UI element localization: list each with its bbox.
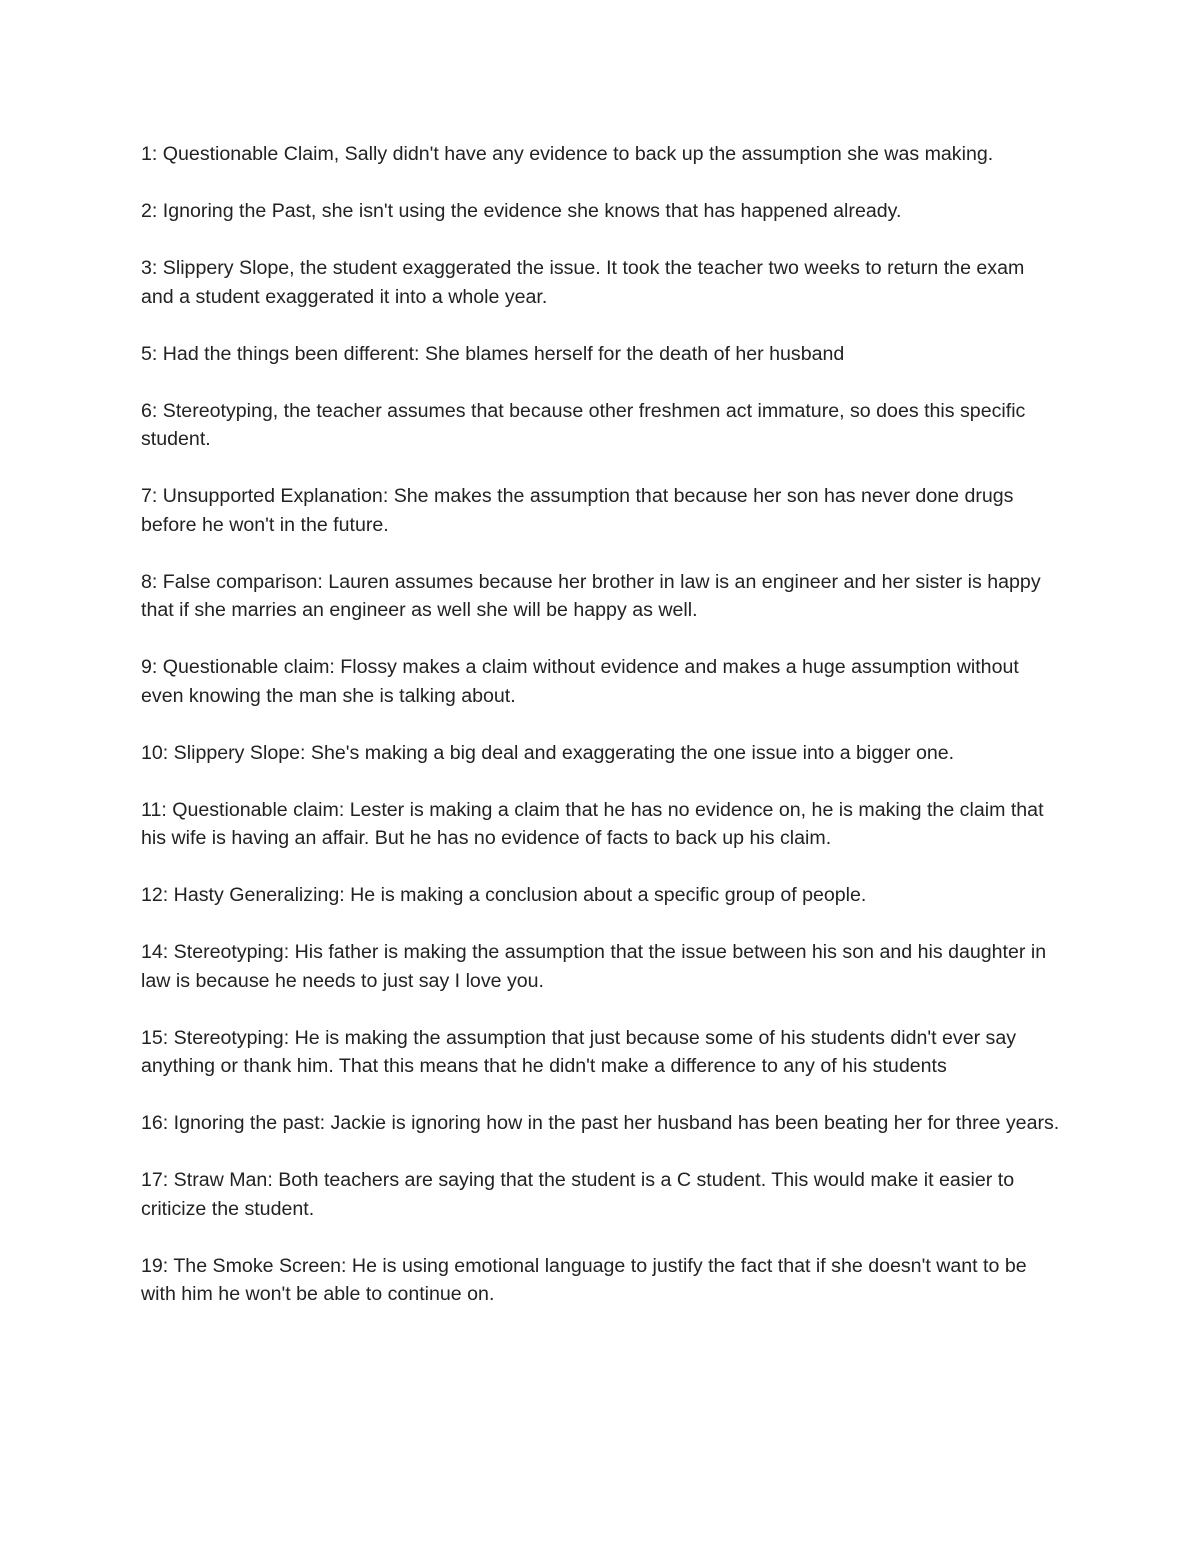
paragraph-item-2: 2: Ignoring the Past, she isn't using the evidence she knows that has happened already.: [141, 200, 902, 222]
paragraph-item-8: 8: False comparison: Lauren assumes because her brother in law is an engineer and her sister is happy that if she marries an engineer as well she will be happy as well.: [141, 570, 1041, 621]
paragraph-item-6: 6: Stereotyping, the teacher assumes that because other freshmen act immature, so does this specific student.: [141, 399, 1026, 450]
paragraph-item-14: 14: Stereotyping: His father is making the assumption that the issue between his son and his daughter in law is because he needs to just say I love you.: [141, 941, 1047, 992]
paragraph-item-10: 10: Slippery Slope: She's making a big deal and exaggerating the one issue into a bigger one.: [141, 741, 955, 764]
paragraph-item-11: 11: Questionable claim: Lester is making a claim that he has no evidence on, he is making the claim that his wife is having an affair. But he has no evidence of facts to back up his claim.: [141, 798, 1044, 849]
paragraph-item-12: 12: Hasty Generalizing: He is making a conclusion about a specific group of people.: [141, 884, 867, 906]
paragraph-item-7: 7: Unsupported Explanation: She makes the assumption that because her son has never done drugs before he won't in the future.: [141, 485, 1014, 536]
document-body: [141, 140, 1061, 1337]
paragraph-item-19: 19: The Smoke Screen: He is using emotional language to justify the fact that if she doesn't want to be with him he won't be able to continue on.: [141, 1254, 1027, 1305]
paragraph-item-1: 1: Questionable Claim, Sally didn't have any evidence to back up the assumption she was making.: [141, 143, 994, 165]
paragraph-item-5: 5: Had the things been different: She blames herself for the death of her husband: [141, 342, 845, 365]
paragraph-item-15: 15: Stereotyping: He is making the assumption that just because some of his students didn't ever say anything or thank him. That this means that he didn't make a difference to any of his students: [141, 1026, 1017, 1077]
paragraph-item-3: 3: Slippery Slope, the student exaggerated the issue. It took the teacher two weeks to return the exam and a student exaggerated it into a whole year.: [141, 257, 1025, 308]
paragraph-item-17: 17: Straw Man: Both teachers are saying that the student is a C student. This would make it easier to criticize the student.: [141, 1169, 1015, 1220]
paragraph-item-9: 9: Questionable claim: Flossy makes a claim without evidence and makes a huge assumption without even knowing the man she is talking about.: [141, 656, 1019, 707]
paragraph-item-16: 16: Ignoring the past: Jackie is ignoring how in the past her husband has been beating her for three years.: [141, 1112, 1060, 1134]
